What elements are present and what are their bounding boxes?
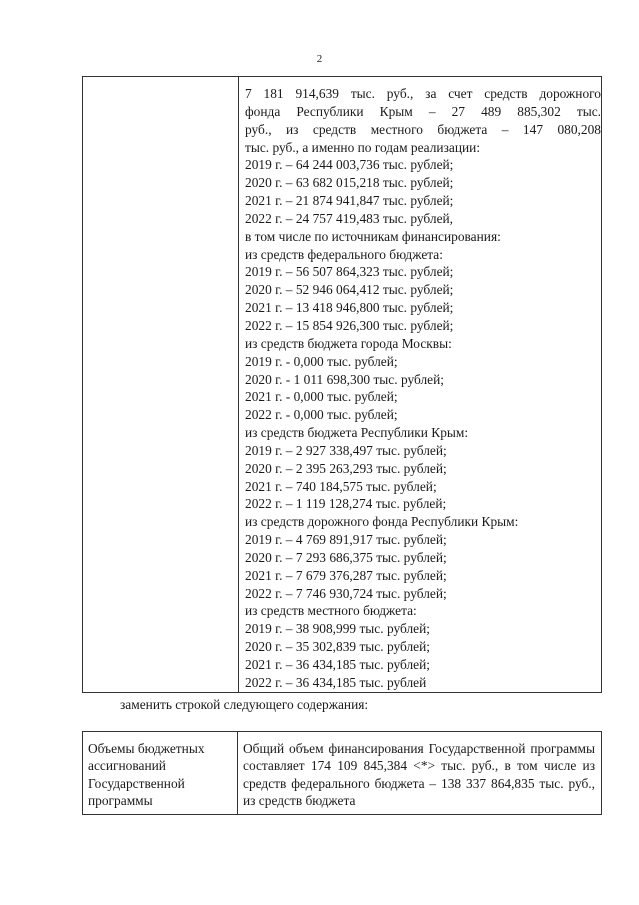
old-table-line: руб., из средств местного бюджета – 147 080,208 xyxy=(245,121,601,137)
old-table-line: 2021 г. – 36 434,185 тыс. рублей; xyxy=(245,657,430,672)
old-table-line: 2020 г. – 35 302,839 тыс. рублей; xyxy=(245,639,430,655)
old-table-line: из средств бюджета города Москвы: xyxy=(245,335,452,351)
old-table-line: 2019 г. – 56 507 864,323 тыс. рублей; xyxy=(245,264,454,280)
old-table-line: 2022 г. – 24 757 419,483 тыс. рублей, xyxy=(245,210,454,226)
old-table-line: 2020 г. – 63 682 015,218 тыс. рублей; xyxy=(245,175,454,191)
old-table-line: 2021 г. - 0,000 тыс. рублей; xyxy=(245,389,398,405)
old-table-line: 2022 г. – 15 854 926,300 тыс. рублей; xyxy=(245,317,454,333)
old-table-line: 7 181 914,639 тыс. руб., за счет средств дорожного xyxy=(245,86,601,101)
old-table-line: 2019 г. – 4 769 891,917 тыс. рублей; xyxy=(245,532,447,548)
old-table-lines xyxy=(245,85,601,692)
page-number: 2 xyxy=(316,53,323,65)
old-table-line: 2020 г. - 1 011 698,300 тыс. рублей; xyxy=(245,371,444,387)
old-table-line: из средств местного бюджета: xyxy=(245,603,417,619)
old-table-line: 2021 г. – 740 184,575 тыс. рублей; xyxy=(245,478,437,494)
new-table-label-cell: Объемы бюджетных ассигнований Государственной программы xyxy=(83,732,238,815)
old-table-right-cell xyxy=(239,77,602,693)
old-table-line: 2021 г. – 7 679 376,287 тыс. рублей; xyxy=(245,567,447,583)
old-table-line: из средств бюджета Республики Крым: xyxy=(245,425,469,441)
old-table-line: 2020 г. – 2 395 263,293 тыс. рублей; xyxy=(245,460,447,476)
old-table-line: в том числе по источникам финансирования: xyxy=(245,228,501,244)
old-table-line: 2022 г. - 0,000 тыс. рублей; xyxy=(245,407,398,423)
old-table-line: 2019 г. – 38 908,999 тыс. рублей; xyxy=(245,621,430,637)
old-table-line: 2021 г. – 21 874 941,847 тыс. рублей; xyxy=(245,193,454,209)
old-table-line: 2022 г. – 1 119 128,274 тыс. рублей; xyxy=(245,496,447,512)
old-table-line: из средств федерального бюджета: xyxy=(245,246,443,262)
old-table-line: фонда Республики Крым – 27 489 885,302 тыс. xyxy=(245,103,601,119)
old-table-line: 2019 г. – 64 244 003,736 тыс. рублей; xyxy=(245,157,454,173)
replace-instruction: заменить строкой следующего содержания: xyxy=(120,697,369,712)
budget-table-new xyxy=(82,731,602,815)
old-table-line: тыс. руб., а именно по годам реализации: xyxy=(245,139,481,155)
old-table-line: из средств дорожного фонда Республики Крым: xyxy=(245,514,519,530)
new-table-text-cell: Общий объем финансирования Государственной программы составляет 174 109 845,384 <*> тыс. руб., в том числе из средств федерального бюджета – 138 337 864,835 тыс. руб., из средств бюджета xyxy=(238,732,602,815)
old-table-line: 2019 г. – 2 927 338,497 тыс. рублей; xyxy=(245,442,447,458)
old-table-line: 2020 г. – 7 293 686,375 тыс. рублей; xyxy=(245,549,447,565)
budget-table-old xyxy=(82,76,602,693)
old-table-line: 2022 г. – 36 434,185 тыс. рублей xyxy=(245,674,427,690)
old-table-line: 2021 г. – 13 418 946,800 тыс. рублей; xyxy=(245,300,454,316)
old-table-line: 2022 г. – 7 746 930,724 тыс. рублей; xyxy=(245,585,447,601)
old-table-line: 2020 г. – 52 946 064,412 тыс. рублей; xyxy=(245,282,454,298)
old-table-line: 2019 г. - 0,000 тыс. рублей; xyxy=(245,353,398,369)
old-table-left-cell xyxy=(83,77,239,693)
